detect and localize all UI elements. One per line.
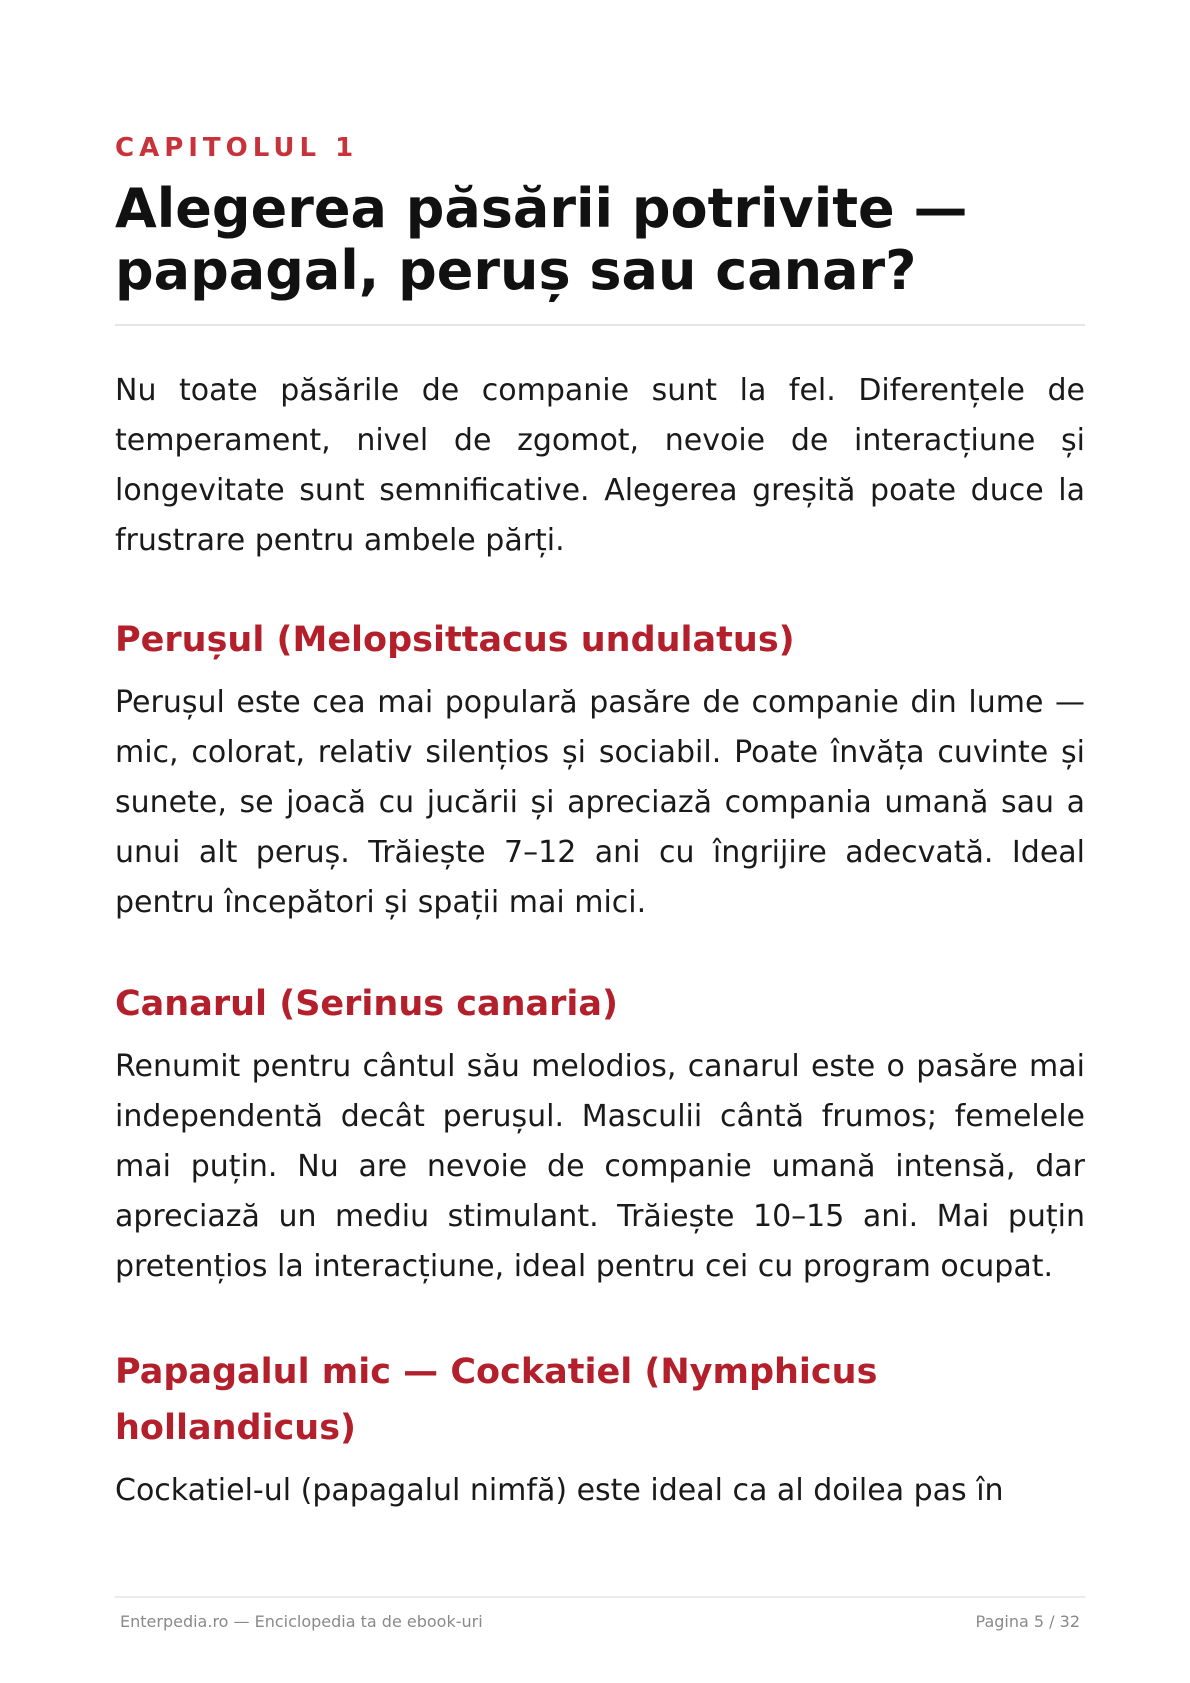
section-body-canar: Renumit pentru cântul său melodios, canarul este o pasăre mai independentă decât perușul. Masculii cântă frumos; femelele mai puțin. Nu are nevoie de companie umană intensă, dar apreciază un mediu stimulant. Trăiește 10–15 ani. Mai puțin pretențios la interacțiune, ideal pentru cei cu program ocupat. — [115, 1049, 1085, 1284]
chapter-title: Alegerea păsării potrivite — papagal, peruș sau canar? — [115, 177, 968, 302]
footer-divider — [115, 1596, 1085, 1598]
footer-site-text: Enterpedia.ro — Enciclopedia ta de ebook-uri — [120, 1612, 483, 1631]
section-body-cockatiel: Cockatiel-ul (papagalul nimfă) este ideal ca al doilea pas în — [115, 1473, 1004, 1508]
section-heading-cockatiel: Papagalul mic — Cockatiel (Nymphicus hollandicus) — [115, 1352, 878, 1448]
section-body-perus: Perușul este cea mai populară pasăre de companie din lume — mic, colorat, relativ silențios și sociabil. Poate învăța cuvinte și sunete, se joacă cu jucării și apreciază compania umană sau a unui alt peruș. Trăiește 7–12 ani cu îngrijire adecvată. Ideal pentru începători și spații mai mici. — [115, 685, 1085, 920]
section-heading-canar: Canarul (Serinus canaria) — [115, 984, 619, 1024]
page-number: Pagina 5 / 32 — [975, 1612, 1080, 1631]
chapter-label: CAPITOLUL 1 — [115, 133, 359, 163]
page-footer — [120, 1612, 1080, 1631]
intro-paragraph: Nu toate păsările de companie sunt la fel. Diferențele de temperament, nivel de zgomot, nevoie de interacțiune și longevitate sunt semnificative. Alegerea greșită poate duce la frustrare pentru ambele părți. — [115, 373, 1085, 558]
section-heading-perus: Perușul (Melopsittacus undulatus) — [115, 620, 795, 660]
title-divider — [115, 324, 1085, 326]
page-content — [115, 128, 1085, 1516]
